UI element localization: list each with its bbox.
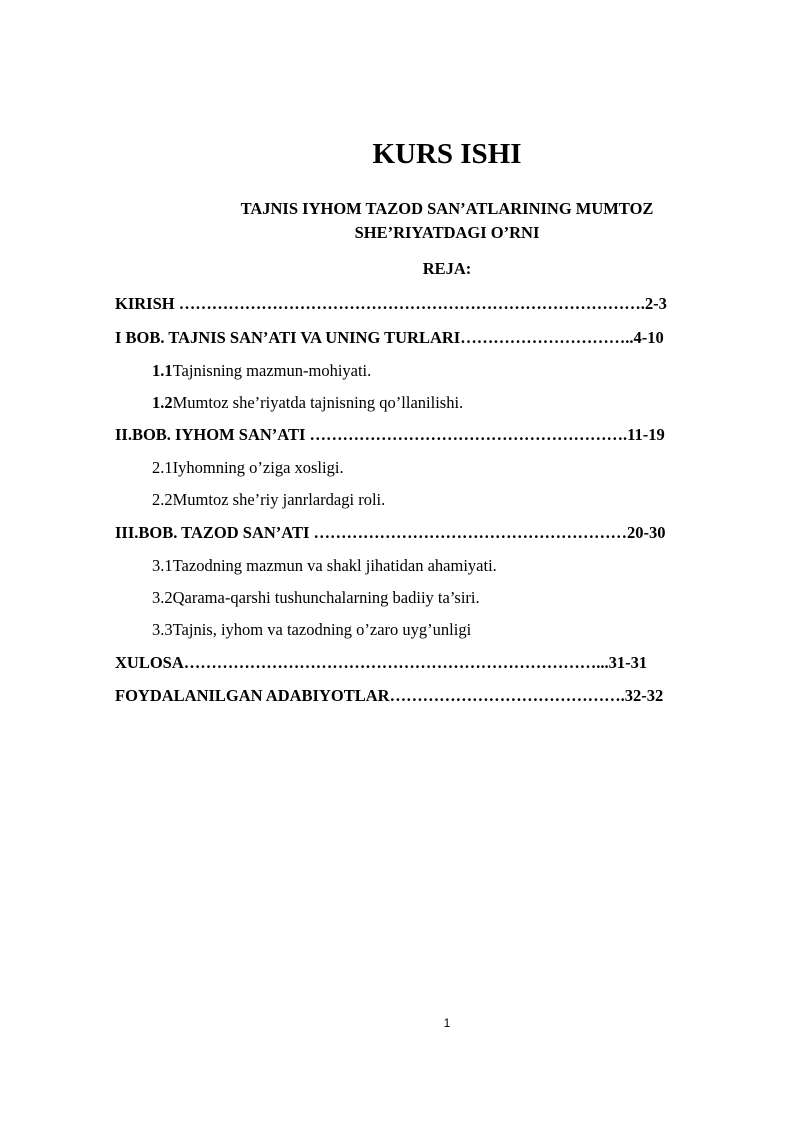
toc-subentry-3-1: [152, 556, 743, 580]
toc-subentry-3-2: [152, 588, 743, 612]
toc-entry-xulosa: [115, 653, 743, 677]
page-number: 1: [443, 1016, 451, 1030]
toc-subentry-text: Iyhomning o’ziga xosligi.: [172, 458, 344, 477]
toc-entry-bob3: [115, 523, 743, 547]
toc-entry-label: II.BOB. IYHOM SAN’ATI: [115, 425, 310, 444]
toc-subentry-number: 1.1: [152, 361, 173, 380]
toc-entry-pages: 32-32: [624, 686, 664, 705]
toc-subentry-number: 3.3: [152, 620, 173, 639]
toc-entry-label: KIRISH: [115, 294, 179, 313]
subtitle-line-2: SHE’RIYATDAGI O’RNI: [354, 223, 540, 242]
toc-leader-dots: …………………………..: [460, 328, 634, 347]
toc-entry-bob1: [115, 328, 743, 352]
toc-subentry-number: 1.2: [152, 393, 173, 412]
toc-entry-label: FOYDALANILGAN ADABIYOTLAR: [115, 686, 390, 705]
toc-leader-dots: …………………………………………………: [313, 523, 628, 542]
toc-subentry-text: Qarama-qarshi tushunchalarning badiiy ta’siri.: [172, 588, 480, 607]
toc-subentry-3-3: [152, 620, 743, 644]
toc-entry-pages: 11-19: [627, 425, 665, 444]
toc-entry-pages: 2-3: [644, 294, 667, 313]
toc-entry-label: XULOSA: [115, 653, 184, 672]
toc-subentry-2-1: [152, 458, 743, 482]
toc-subentry-text: Mumtoz she’riyatda tajnisning qo’llanilishi.: [172, 393, 464, 412]
toc-subentry-text: Tajnisning mazmun-mohiyati.: [172, 361, 372, 380]
toc-subentry-text: Tajnis, iyhom va tazodning o’zaro uyg’unligi: [172, 620, 472, 639]
toc-subentry-2-2: [152, 490, 743, 514]
toc-entry-label: III.BOB. TAZOD SAN’ATI: [115, 523, 314, 542]
subtitle-line-1: TAJNIS IYHOM TAZOD SAN’ATLARINING MUMTOZ: [240, 199, 654, 218]
toc-leader-dots: ………………………………………………………………………….: [178, 294, 645, 313]
document-title: KURS ISHI: [372, 138, 522, 170]
toc-subentry-text: Mumtoz she’riy janrlardagi roli.: [172, 490, 386, 509]
toc-subentry-text: Tazodning mazmun va shakl jihatidan ahamiyati.: [172, 556, 497, 575]
toc-entry-label: I BOB. TAJNIS SAN’ATI VA UNING TURLARI: [115, 328, 461, 347]
toc-entry-pages: 31-31: [608, 653, 648, 672]
toc-subentry-number: 3.1: [152, 556, 173, 575]
toc-entry-adabiyotlar: [115, 686, 743, 710]
toc-subentry-1-1: [152, 361, 743, 385]
toc-subentry-number: 3.2: [152, 588, 173, 607]
toc-subentry-number: 2.1: [152, 458, 173, 477]
toc-entry-pages: 4-10: [633, 328, 664, 347]
toc-entry-pages: 20-30: [627, 523, 666, 542]
toc-entry-bob2: [115, 425, 743, 449]
toc-leader-dots: ………………………………………………….: [309, 425, 628, 444]
toc-subentry-1-2: [152, 393, 743, 417]
document-subtitle: [190, 197, 704, 245]
toc-entry-kirish: [115, 294, 743, 318]
toc-leader-dots: …………………………………………………………………...: [183, 653, 609, 672]
toc-leader-dots: …………………………………….: [389, 686, 625, 705]
toc-subentry-number: 2.2: [152, 490, 173, 509]
plan-heading: REJA:: [422, 259, 472, 278]
